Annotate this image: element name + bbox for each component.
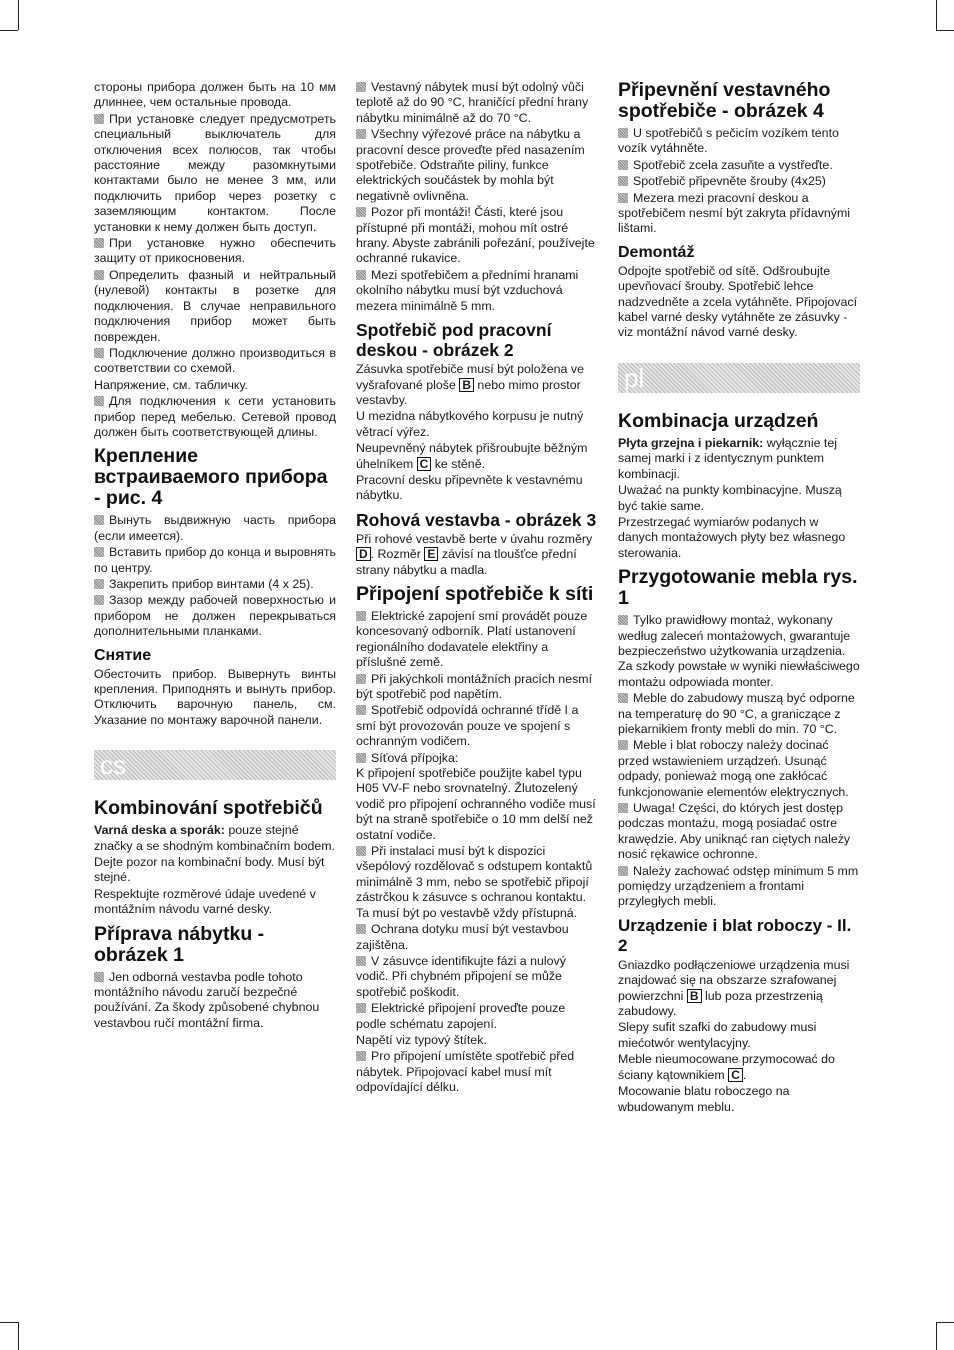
- bullet-square-icon: [94, 270, 104, 280]
- paragraph: Dejte pozor na kombinační body. Musí být stejné.: [94, 855, 325, 885]
- bullet-square-icon: [356, 1051, 366, 1061]
- bullet-square-icon: [618, 160, 628, 170]
- crop-mark-bottom-right: [936, 1322, 937, 1350]
- bullet-paragraph: Elektrické zapojení smí provádět pouze koncesovaný odborník. Platí ustanovení regionálního dodavatele elektřiny a příslušné země.: [356, 608, 588, 670]
- bullet-paragraph: Подключение должно производиться в соответствии со схемой.: [94, 345, 336, 376]
- paragraph: Varná deska a sporák: pouze stejné značky a se shodným kombinačním bodem.: [94, 823, 336, 853]
- bullet-paragraph: Spotřebič připevněte šrouby (4x25): [618, 174, 860, 189]
- section-heading: Příprava nábytku - obrázek 1: [94, 922, 265, 966]
- paragraph: Обесточить прибор. Вывернуть винты крепления. Приподнять и вынуть прибор. Отключить варочную панель, см. Указание по монтажу варочной панели.: [94, 666, 336, 727]
- paragraph: Mocowanie blatu roboczego na wbudowanym meblu.: [618, 1084, 790, 1114]
- bullet-paragraph: Vestavný nábytek musí být odolný vůči teplotě až do 90 °C, hraničící přední hrany nábytku minimálně až do 70 °C.: [356, 80, 589, 125]
- section-heading: Kombinacja urządzeń: [618, 409, 819, 432]
- bullet-square-icon: [618, 176, 628, 186]
- bullet-paragraph: Зазор между рабочей поверхностью и прибором не должен перекрываться дополнительными планками.: [94, 593, 336, 639]
- language-bar-cs: [94, 750, 336, 780]
- bullet-square-icon: [618, 866, 628, 876]
- bullet-square-icon: [356, 705, 366, 715]
- figure-label-box: E: [424, 547, 438, 561]
- crop-mark-top-left-h: [0, 30, 18, 31]
- bullet-square-icon: [618, 803, 628, 813]
- bullet-paragraph: Pro připojení umístěte spotřebič před nábytek. Připojovací kabel musí mít odpovídající délku.: [356, 1049, 575, 1095]
- crop-mark-bottom-left-h: [0, 1322, 18, 1323]
- paragraph: Při rohové vestavbě berte v úvahu rozměry D . Rozměr E závisí na tloušťce přední strany nábytku a madla.: [356, 531, 593, 577]
- bullet-paragraph: Elektrické připojení proveďte pouze podle schématu zapojení.: [356, 1001, 566, 1031]
- subsection-heading: Снятие: [94, 646, 152, 664]
- bullet-square-icon: [356, 1003, 366, 1013]
- bullet-square-icon: [94, 396, 104, 406]
- bullet-square-icon: [94, 238, 104, 248]
- bullet-paragraph: Všechny výřezové práce na nábytku a pracovní desce proveďte před nasazením spotřebiče. Odstraňte piliny, funkce elektrických součástek by mohla být negativně ovlivněna.: [356, 127, 585, 203]
- figure-label-box: B: [459, 378, 474, 392]
- bullet-paragraph: Spotřebič odpovídá ochranné třídě I a smí být provozován pouze ve spojení s ochranným vodičem.: [356, 703, 579, 749]
- bullet-paragraph: Для подключения к сети установить прибор перед мебелью. Сетевой провод должен быть соответствующей длины.: [94, 394, 336, 439]
- bullet-paragraph: Вынуть выдвижную часть прибора (если имеется).: [94, 513, 336, 543]
- crop-mark-bottom-left: [18, 1322, 19, 1350]
- bullet-square-icon: [618, 693, 628, 703]
- bullet-square-icon: [618, 615, 628, 625]
- bullet-square-icon: [356, 270, 366, 280]
- language-code: cs: [100, 750, 126, 781]
- bullet-square-icon: [618, 740, 628, 750]
- paragraph: Напряжение, см. табличку.: [94, 377, 248, 392]
- bullet-paragraph: U spotřebičů s pečicím vozíkem tento vozík vytáhněte.: [618, 126, 839, 156]
- bullet-paragraph: Síťová přípojka: K připojení spotřebiče použijte kabel typu H05 VV-F nebo srovnatelný. Žlutozelený vodič pro připojení ochranného vodiče musí být na straně spotřebiče o 10 mm delší než ostatní vodiče.: [356, 750, 596, 842]
- section-heading: Spotřebič pod pracovní deskou - obrázek 2: [356, 320, 552, 361]
- paragraph: Napětí viz typový štítek.: [356, 1032, 487, 1047]
- bullet-paragraph: Meble i blat roboczy należy docinać przed wstawieniem urządzeń. Usunąć odpady, ponieważ mogą one zakłócać funkcjonowanie elementów elektrycznych.: [618, 738, 849, 799]
- paragraph: Odpojte spotřebič od sítě. Odšroubujte upevňovací šrouby. Spotřebič lehce nadzvedněte a zcela vytáhněte. Připojovací kabel varné desky vytáhněte ze zásuvky - viz montážní návod varné desky.: [618, 263, 858, 340]
- paragraph: Gniazdko podłączeniowe urządzenia musi znajdować się na obszarze szrafowanej powierzchni B lub poza przestrzenią zabudowy.: [618, 957, 850, 1019]
- column-3: [618, 80, 860, 1116]
- bullet-square-icon: [356, 207, 366, 217]
- bullet-square-icon: [356, 129, 366, 139]
- section-heading: Připevnění vestavného spotřebiče - obrázek 4: [618, 79, 831, 122]
- paragraph: Neupevněný nábytek přišroubujte běžným úhelníkem C ke stěně.: [356, 441, 588, 471]
- bullet-paragraph: Mezera mezi pracovní deskou a spotřebičem nesmí být zakryta přídavnými lištami.: [618, 190, 851, 236]
- bullet-paragraph: Mezi spotřebičem a předními hranami okolního nábytku musí být vzduchová mezera minimálně 5 mm.: [356, 267, 579, 313]
- bullet-square-icon: [94, 579, 104, 589]
- bullet-paragraph: Tylko prawidłowy montaż, wykonany według zaleceń montażowych, gwarantuje bezpieczeństwo użytkowania urządzenia. Za szkody powstałe w wyniki niewłaściwego montażu odpowiada monter.: [618, 613, 860, 689]
- bullet-square-icon: [356, 956, 366, 966]
- section-heading: Urządzenie i blat roboczy - Il. 2: [618, 915, 852, 955]
- bullet-square-icon: [356, 82, 366, 92]
- paragraph: Uważać na punkty kombinacyjne. Muszą być takie same.: [618, 483, 842, 513]
- section-heading: Przygotowanie mebla rys. 1: [618, 566, 858, 610]
- language-code: pl: [624, 362, 645, 393]
- bullet-square-icon: [94, 972, 104, 982]
- paragraph: Slepy sufit szafki do zabudowy musi miećotwór wentylacyjny.: [618, 1020, 817, 1050]
- bullet-square-icon: [356, 753, 366, 763]
- bullet-paragraph: Определить фазный и нейтральный (нулевой) контакты в розетке для подключения. В случае неправильного подключения прибор может быть поврежден.: [94, 267, 336, 344]
- paragraph: Płyta grzejna i piekarnik: wyłącznie tej samej marki i z identycznym punktem kombinacji.: [618, 435, 837, 481]
- bullet-square-icon: [618, 128, 628, 138]
- bullet-paragraph: Meble do zabudowy muszą być odporne na temperaturę do 90 °C, a graniczące z piekarnikiem fronty mebli do min. 70 °C.: [618, 691, 855, 736]
- bullet-paragraph: Uwaga! Części, do których jest dostęp podczas montażu, mogą posiadać ostre krawędzie. Aby uniknąć ran ciętych należy nosić rękawice ochronne.: [618, 801, 851, 862]
- section-heading: Kombinování spotřebičů: [94, 797, 323, 820]
- bullet-paragraph: Należy zachować odstęp minimum 5 mm pomiędzy urządzeniem a frontami przyległych mebli.: [618, 863, 859, 909]
- section-heading: Крепление встраиваемого прибора - рис. 4: [94, 445, 328, 510]
- bullet-paragraph: Вставить прибор до конца и выровнять по центру.: [94, 545, 336, 575]
- figure-label-box: C: [728, 1068, 743, 1082]
- bullet-square-icon: [356, 674, 366, 684]
- bullet-square-icon: [94, 515, 104, 525]
- bullet-paragraph: Při instalaci musí být k dispozici všepólový rozdělovač s odstupem kontaktů minimálně 3 mm, nebo se spotřebič připojí zástrčkou k zásuvce s ochranou kontaktu. Ta musí být po vestavbě vždy přístupná.: [356, 844, 593, 920]
- bullet-paragraph: Ochrana dotyku musí být vestavbou zajištěna.: [356, 922, 569, 952]
- crop-mark-bottom-right-h: [936, 1322, 954, 1323]
- bullet-paragraph: Jen odborná vestavba podle tohoto montážního návodu zaručí bezpečné používání. Za škody způsobené chybnou vestavbou ručí montážní firma.: [94, 969, 320, 1030]
- bullet-paragraph: Spotřebič zcela zasuňte a vystřeďte.: [618, 158, 860, 173]
- paragraph: Pracovní desku připevněte k vestavnému nábytku.: [356, 472, 583, 503]
- bullet-square-icon: [94, 595, 104, 605]
- bullet-square-icon: [356, 924, 366, 934]
- bullet-square-icon: [618, 193, 628, 203]
- bullet-paragraph: При установке нужно обеспечить защиту от прикосновения.: [94, 236, 336, 266]
- subsection-heading: Demontáž: [618, 243, 695, 261]
- column-1: [94, 80, 336, 1032]
- bullet-square-icon: [356, 846, 366, 856]
- bullet-paragraph: V zásuvce identifikujte fázi a nulový vodič. Při chybném připojení se může spotřebič poškodit.: [356, 953, 566, 999]
- section-heading: Připojení spotřebiče k síti: [356, 582, 594, 605]
- paragraph: Meble nieumocowane przymocować do ściany kątownikiem C .: [618, 1052, 835, 1082]
- paragraph: Respektujte rozměrové údaje uvedené v montážním návodu varné desky.: [94, 886, 316, 917]
- bullet-paragraph: Pozor při montáži! Části, které jsou přístupné při montáži, mohou mít ostré hrany. Abyste zabránili pořezání, používejte ochranné rukavice.: [356, 205, 595, 266]
- bullet-paragraph: Закрепить прибор винтами (4 x 25).: [94, 577, 336, 592]
- bullet-paragraph: При установке следует предусмотреть специальный выключатель для отключения всех полюсов, так чтобы расстояние между разомкнутыми контактами было не менее 3 мм, или подключить прибор через розетку с заземляющим контактом. После установки к нему должен быть доступ.: [94, 111, 336, 234]
- crop-mark-top-left: [18, 0, 19, 30]
- bullet-paragraph: Při jakýchkoli montážních pracích nesmí být spotřebič pod napětím.: [356, 671, 593, 701]
- section-heading: Rohová vestavba - obrázek 3: [356, 509, 597, 530]
- language-bar-pl: [618, 363, 860, 393]
- bullet-square-icon: [94, 547, 104, 557]
- paragraph: Przestrzegać wymiarów podanych w danych montażowych płyty bez własnego sterowania.: [618, 514, 846, 560]
- bullet-square-icon: [94, 348, 104, 358]
- bullet-square-icon: [356, 611, 366, 621]
- paragraph: U mezidna nábytkového korpusu je nutný větrací výřez.: [356, 409, 584, 439]
- crop-mark-top-right: [936, 0, 937, 30]
- column-2: [356, 80, 598, 1097]
- figure-label-box: C: [417, 457, 432, 471]
- bullet-square-icon: [94, 114, 104, 124]
- crop-mark-top-right-h: [936, 30, 954, 31]
- figure-label-box: B: [687, 989, 702, 1003]
- paragraph: Zásuvka spotřebiče musí být položena ve vyšrafované ploše B nebo mimo prostor vestavby.: [356, 362, 584, 407]
- paragraph: стороны прибора должен быть на 10 мм длиннее, чем остальные провода.: [94, 80, 336, 110]
- figure-label-box: D: [356, 547, 371, 561]
